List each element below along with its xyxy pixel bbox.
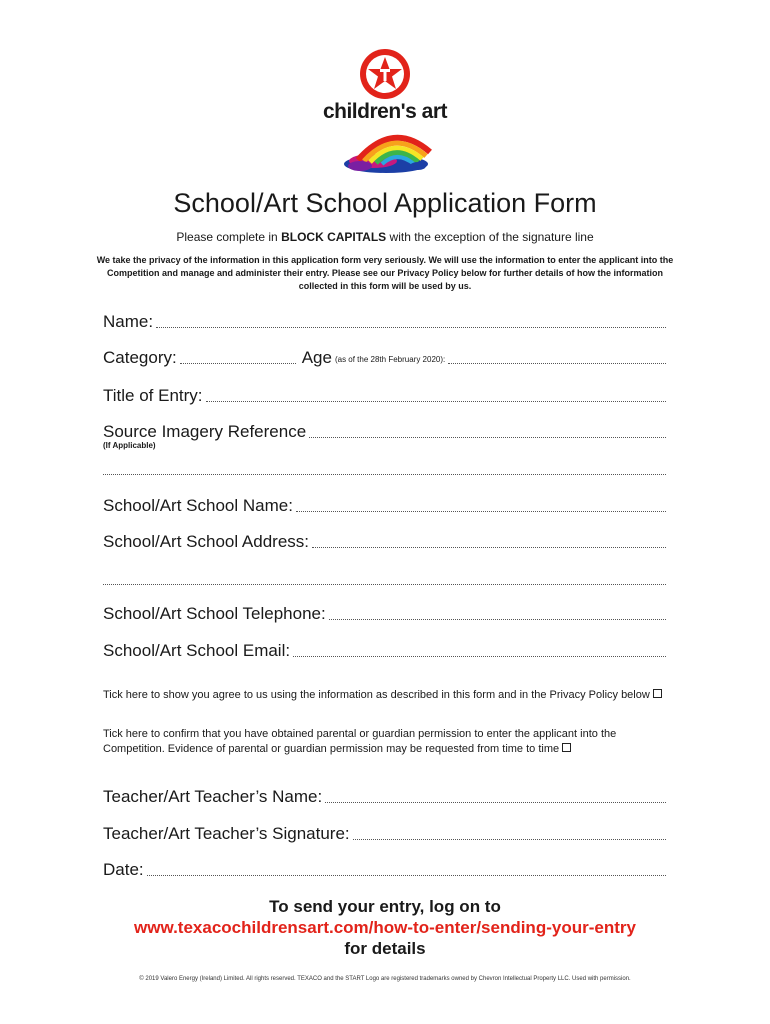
name-field[interactable] <box>103 310 666 332</box>
form-subtitle <box>0 230 770 244</box>
name-label: Name: <box>103 312 154 331</box>
if-applicable-note: (If Applicable) <box>103 441 156 450</box>
date-field[interactable] <box>103 858 666 880</box>
date-label: Date: <box>103 860 144 879</box>
school-name-line[interactable] <box>296 495 666 512</box>
school-telephone-field[interactable] <box>103 602 666 624</box>
date-line[interactable] <box>147 859 666 876</box>
source-imagery-extra-line[interactable] <box>103 474 666 475</box>
permission-tick-row <box>103 727 663 757</box>
age-line[interactable] <box>448 347 666 364</box>
subtitle-suffix: with the exception of the signature line <box>386 230 594 244</box>
permission-checkbox[interactable] <box>562 743 571 752</box>
form-title: School/Art School Application Form <box>173 188 597 218</box>
logo-text: children's art <box>322 100 448 123</box>
school-address-field[interactable] <box>103 530 666 552</box>
send-line-3: for details <box>344 939 426 958</box>
school-telephone-line[interactable] <box>329 603 666 620</box>
texaco-star-logo-icon <box>359 48 411 100</box>
send-entry-block <box>0 896 770 959</box>
category-line[interactable] <box>180 347 296 364</box>
rainbow-paint-icon <box>338 126 438 176</box>
school-email-label: School/Art School Email: <box>103 641 291 660</box>
school-name-field[interactable] <box>103 494 666 516</box>
name-line[interactable] <box>156 311 666 328</box>
childrens-art-logo <box>300 48 470 173</box>
teacher-signature-label: Teacher/Art Teacher’s Signature: <box>103 824 350 843</box>
title-of-entry-line[interactable] <box>206 385 666 402</box>
agree-tick-row <box>103 688 663 703</box>
teacher-signature-line[interactable] <box>353 823 666 840</box>
school-email-field[interactable] <box>103 639 666 661</box>
teacher-name-label: Teacher/Art Teacher’s Name: <box>103 787 323 806</box>
source-imagery-line[interactable] <box>309 421 666 438</box>
permission-tick-text: Tick here to confirm that you have obtained parental or guardian permission to enter the applicant into the Competition. Evidence of parental or guardian permission may be requested from time to time <box>103 728 617 755</box>
teacher-name-line[interactable] <box>325 786 666 803</box>
school-name-label: School/Art School Name: <box>103 496 293 515</box>
category-age-row <box>103 346 666 368</box>
copyright-footer: © 2019 Valero Energy (Ireland) Limited. All rights reserved. TEXACO and the START Logo are registered trademarks owned by Chevron Intellectual Property LLC. Used with permission. <box>139 976 631 982</box>
title-of-entry-label: Title of Entry: <box>103 386 203 405</box>
title-of-entry-field[interactable] <box>103 384 666 406</box>
teacher-signature-field[interactable] <box>103 822 666 844</box>
send-line-1: To send your entry, log on to <box>269 897 501 916</box>
source-imagery-label: Source Imagery Reference <box>103 422 307 441</box>
age-note: (as of the 28th February 2020): <box>334 355 446 364</box>
category-label: Category: <box>103 348 177 367</box>
age-label: Age <box>301 348 332 367</box>
source-imagery-field[interactable] <box>103 420 666 442</box>
agree-tick-text: Tick here to show you agree to us using the information as described in this form and in the Privacy Policy below <box>103 689 650 701</box>
school-telephone-label: School/Art School Telephone: <box>103 604 326 623</box>
agree-checkbox[interactable] <box>653 689 662 698</box>
privacy-note: We take the privacy of the information in this application form very seriously. We will use the information to enter the applicant into the Competition and manage and administer their entry. Please see our Privacy Policy below for further details of how the information collected in this form will be used by us. <box>96 255 674 291</box>
school-address-extra-line[interactable] <box>103 584 666 585</box>
subtitle-bold: BLOCK CAPITALS <box>281 230 387 244</box>
school-email-line[interactable] <box>293 640 666 657</box>
teacher-name-field[interactable] <box>103 785 666 807</box>
school-address-label: School/Art School Address: <box>103 532 310 551</box>
school-address-line[interactable] <box>312 531 666 548</box>
send-url-link[interactable]: www.texacochildrensart.com/how-to-enter/sending-your-entry <box>134 918 636 937</box>
subtitle-prefix: Please complete in <box>176 230 282 244</box>
